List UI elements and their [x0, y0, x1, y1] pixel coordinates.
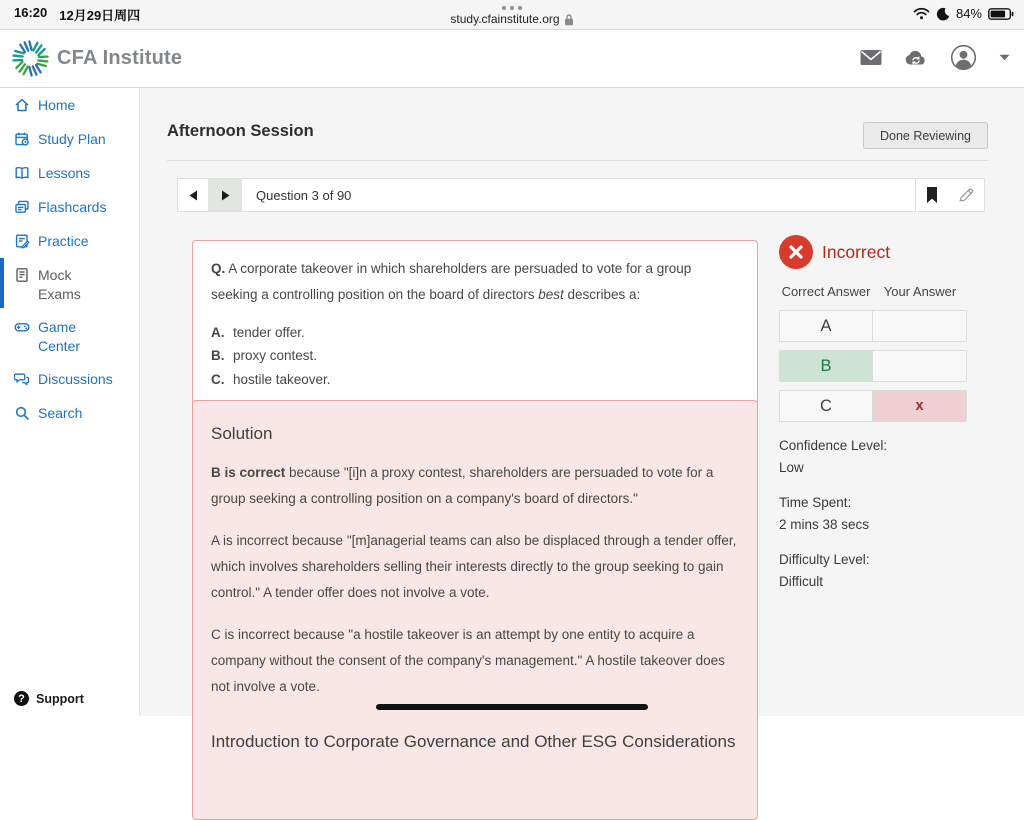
option-letter: A.	[211, 324, 225, 340]
question-body: A corporate takeover in which shareholders are persuaded to vote for a group seeking a controlling position on the board of directors	[211, 261, 692, 303]
answer-row-b	[779, 350, 967, 382]
difficulty-value: Difficult	[779, 574, 824, 590]
battery-icon	[988, 8, 1014, 20]
option-c	[211, 368, 739, 392]
sidebar-item-practice[interactable]	[14, 230, 139, 252]
help-icon: ?	[14, 691, 29, 706]
reading-link[interactable]: Introduction to Corporate Governance and Other ESG Considerations	[211, 731, 736, 751]
divider	[167, 160, 988, 161]
sidebar-item-home[interactable]	[14, 94, 139, 116]
sidebar-item-lessons[interactable]	[14, 162, 139, 184]
option-text: proxy contest.	[233, 348, 318, 364]
time-spent-label: Time Spent:	[779, 495, 852, 511]
flashcards-icon	[14, 199, 30, 215]
solution-text: because "[i]n a proxy contest, shareholders are persuaded to vote for a group seeking a controlling position on a company's board of directors."	[211, 465, 714, 507]
support-button[interactable]	[14, 691, 84, 706]
correct-answer-cell: B	[780, 351, 873, 381]
study-plan-icon	[14, 131, 30, 147]
sidebar-item-label: Flashcards	[38, 199, 107, 215]
wifi-icon	[913, 7, 930, 20]
sidebar-item-discussions[interactable]	[14, 368, 139, 390]
lock-icon	[564, 13, 574, 26]
game-center-icon	[14, 319, 30, 335]
support-label: Support	[36, 691, 84, 706]
option-letter: B.	[211, 348, 225, 364]
bookmark-button[interactable]	[916, 186, 948, 204]
solution-bold: B is correct	[211, 465, 286, 481]
question-box	[192, 240, 758, 405]
address-url[interactable]: study.cfainstitute.org	[450, 12, 560, 26]
sidebar-item-label: Search	[38, 405, 83, 421]
status-bar	[0, 0, 1024, 30]
question-body-end: describes a:	[563, 287, 641, 303]
result-panel	[779, 235, 989, 593]
sidebar-item-label: Lessons	[38, 165, 91, 181]
avatar-icon[interactable]	[950, 44, 977, 71]
lessons-icon	[14, 165, 30, 181]
sidebar-item-label: Study Plan	[38, 131, 106, 147]
option-text: tender offer.	[233, 324, 305, 340]
mock-exams-icon	[14, 267, 30, 283]
home-icon	[14, 97, 30, 113]
your-answer-cell	[873, 311, 966, 341]
option-text: hostile takeover.	[233, 371, 331, 387]
home-indicator-handle[interactable]	[376, 704, 648, 710]
status-time: 16:20	[14, 5, 48, 20]
sidebar-item-label: Practice	[38, 233, 89, 249]
solution-paragraph-b	[211, 460, 739, 513]
solution-box	[192, 400, 758, 820]
moon-icon	[936, 7, 950, 21]
correct-answer-header: Correct Answer	[781, 284, 871, 299]
option-letter: C.	[211, 371, 225, 387]
solution-paragraph-c: C is incorrect because "a hostile takeover is an attempt by one entity to acquire a company without the consent of the company's management." A hostile takeover does not involve a vote.	[211, 626, 725, 695]
sidebar-item-flashcards[interactable]	[14, 196, 139, 218]
practice-icon	[14, 233, 30, 249]
result-status: Incorrect	[822, 241, 891, 262]
solution-heading: Solution	[211, 424, 273, 443]
question-text	[211, 256, 739, 309]
app-header	[0, 30, 1024, 88]
main-content	[140, 88, 1024, 751]
battery-percent: 84%	[955, 6, 982, 21]
sidebar-item-mock-exams[interactable]	[14, 264, 84, 304]
prev-question-button[interactable]	[178, 179, 208, 211]
incorrect-x-icon	[779, 235, 813, 269]
question-nav-bar	[177, 178, 985, 212]
discussions-icon	[14, 371, 30, 387]
option-a	[211, 321, 739, 345]
correct-answer-cell: A	[780, 311, 873, 341]
question-italic: best	[538, 287, 564, 303]
difficulty-label: Difficulty Level:	[779, 552, 870, 568]
chevron-down-icon[interactable]	[999, 54, 1010, 61]
status-date: 12月29日周四	[59, 8, 141, 23]
sidebar-item-label: Home	[38, 97, 76, 113]
sidebar-item-search[interactable]	[14, 402, 139, 424]
question-prefix: Q.	[211, 261, 226, 276]
active-indicator	[0, 258, 4, 308]
mail-icon[interactable]	[860, 49, 882, 66]
address-bar[interactable]	[450, 12, 573, 26]
sidebar-item-study-plan[interactable]	[14, 128, 139, 150]
brand-logo[interactable]	[12, 40, 182, 77]
your-answer-header: Your Answer	[883, 284, 957, 299]
question-position: Question 3 of 90	[256, 187, 352, 203]
option-b	[211, 344, 739, 368]
edit-pencil-button[interactable]	[948, 186, 984, 204]
page-title: Afternoon Session	[167, 122, 314, 140]
next-question-button[interactable]	[208, 179, 242, 211]
brand-name: CFA Institute	[57, 47, 183, 69]
answer-row-c	[779, 390, 967, 422]
search-icon	[14, 405, 30, 421]
your-answer-cell: x	[873, 391, 966, 421]
answer-row-a	[779, 310, 967, 342]
done-reviewing-button[interactable]: Done Reviewing	[863, 122, 988, 149]
your-answer-cell	[873, 351, 966, 381]
time-spent-value: 2 mins 38 secs	[779, 517, 870, 533]
sidebar-item-label: Game Center	[38, 319, 81, 354]
correct-answer-cell: C	[780, 391, 873, 421]
sidebar-item-game-center[interactable]	[14, 316, 84, 356]
cfa-pinwheel-icon	[12, 40, 49, 77]
sidebar-item-label: Mock Exams	[38, 267, 81, 302]
confidence-label: Confidence Level:	[779, 438, 888, 454]
solution-paragraph-a: A is incorrect because "[m]anagerial teams can also be displaced through a tender offer, which involves shareholders selling their interests directly to the group seeking to gain control." A tender offer does not involve a vote.	[211, 532, 737, 601]
tab-dots-icon	[0, 2, 1024, 10]
cloud-sync-icon[interactable]	[904, 49, 928, 66]
sidebar-item-label: Discussions	[38, 371, 113, 387]
confidence-value: Low	[779, 460, 804, 476]
sidebar	[0, 88, 140, 716]
